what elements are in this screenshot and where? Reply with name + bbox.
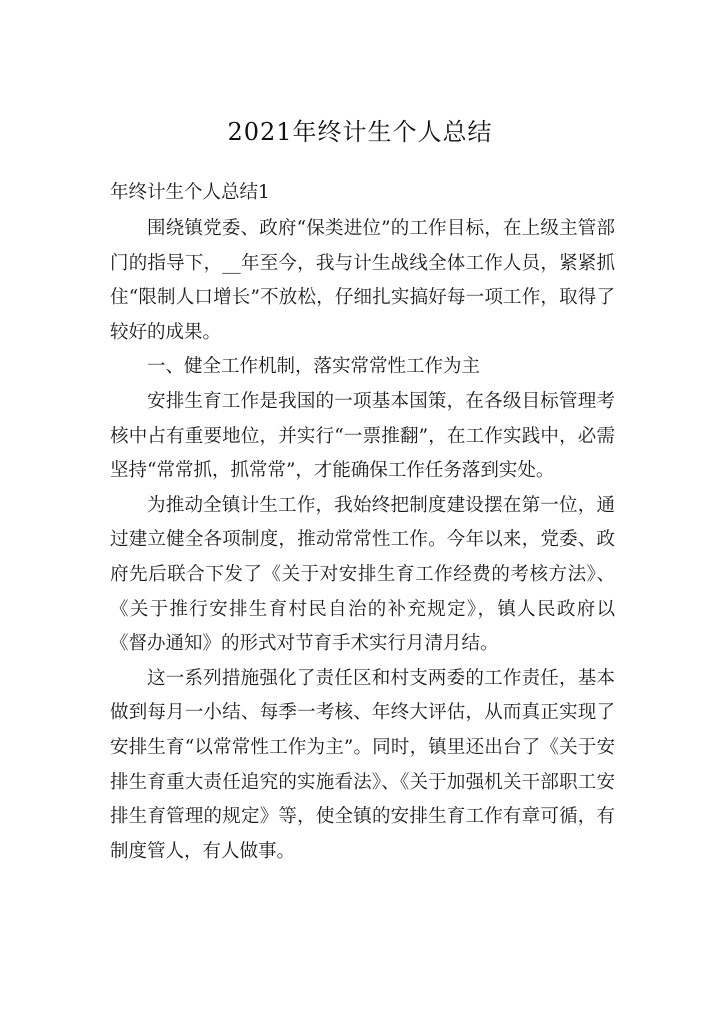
section-heading: 一、健全工作机制，落实常常性工作为主	[147, 356, 481, 378]
paragraph-intro: 围绕镇党委、政府“保类进位”的工作目标，在上级主管部门的指导下，__年至今，我与计生战线全体工作人员，紧紧抓住“限制人口增长”不放松，仔细扎实搞好每一项工作，取得了较好的成果。	[110, 218, 615, 343]
document-subtitle: 年终计生个人总结1	[110, 182, 270, 203]
document-title: 2021年终计生个人总结	[227, 118, 493, 146]
paragraph-system: 为推动全镇计生工作，我始终把制度建设摆在第一位，通过建立健全各项制度，推动常常性工作。今年以来，党委、政府先后联合下发了《关于对安排生育工作经费的考核方法》、《关于推行安排生育村民自治的补充规定》，镇人民政府以《督办通知》的形式对节育手术实行月清月结。	[110, 494, 615, 655]
paragraph-policy: 安排生育工作是我国的一项基本国策，在各级目标管理考核中占有重要地位，并实行“一票推翻”，在工作实践中，必需坚持“常常抓，抓常常”，才能确保工作任务落到实处。	[110, 390, 615, 482]
paragraph-measures: 这一系列措施强化了责任区和村支两委的工作责任，基本做到每月一小结、每季一考核、年终大评估，从而真正实现了安排生育“以常常性工作为主”。同时，镇里还出台了《关于安排生育重大责任追究的实施看法》、《关于加强机关干部职工安排生育管理的规定》等，使全镇的安排生育工作有章可循，有制度管人，有人做事。	[110, 667, 615, 862]
document-body	[110, 212, 615, 869]
